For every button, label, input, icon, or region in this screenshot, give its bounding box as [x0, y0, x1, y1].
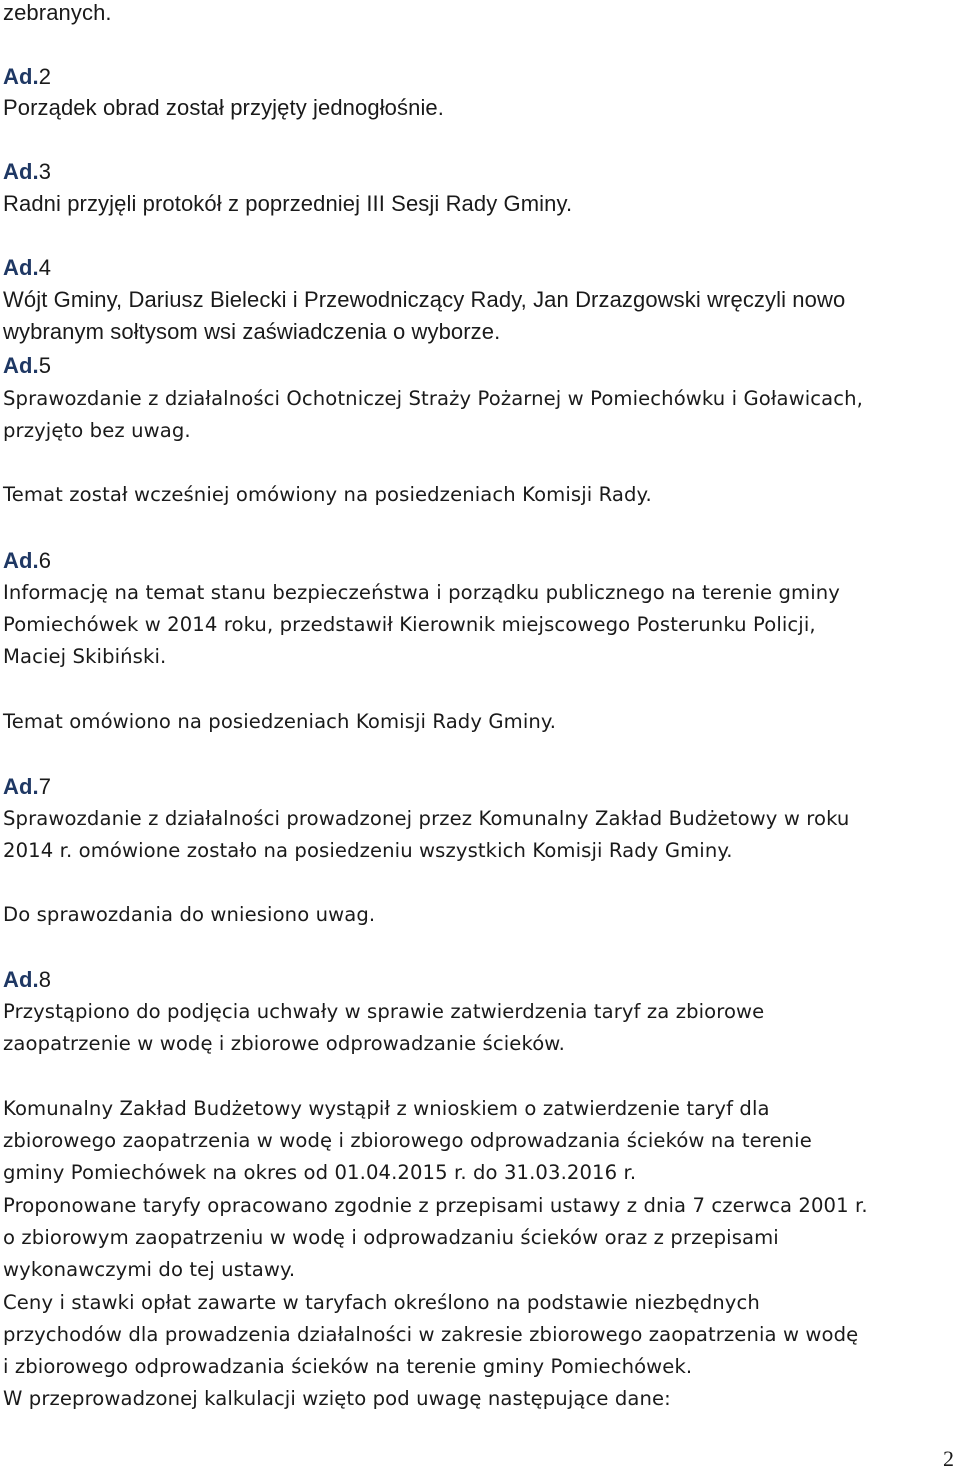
paragraph-line: wybranym sołtysom wsi zaświadczenia o wyborze.: [3, 319, 501, 344]
section-heading: [3, 771, 51, 803]
paragraph-line: W przeprowadzonej kalkulacji wzięto pod uwagę następujące dane:: [3, 1387, 671, 1410]
section-heading: [3, 252, 51, 284]
section-heading-prefix: Ad.: [3, 774, 39, 799]
section-heading: [3, 156, 51, 188]
section-heading-prefix: Ad.: [3, 255, 39, 280]
paragraph-line: wykonawczymi do tej ustawy.: [3, 1258, 296, 1281]
paragraph-line: gminy Pomiechówek na okres od 01.04.2015 r. do 31.03.2016 r.: [3, 1161, 637, 1184]
paragraph-line: zebranych.: [3, 0, 112, 25]
section-heading-prefix: Ad.: [3, 548, 39, 573]
paragraph-line: Ceny i stawki opłat zawarte w taryfach określono na podstawie niezbędnych: [3, 1291, 760, 1314]
paragraph-line: 2014 r. omówione zostało na posiedzeniu wszystkich Komisji Rady Gminy.: [3, 839, 733, 862]
paragraph-line: Sprawozdanie z działalności Ochotniczej Straży Pożarnej w Pomiechówku i Goławicach,: [3, 387, 863, 410]
paragraph-line: Maciej Skibiński.: [3, 645, 167, 668]
section-heading-number: 8: [38, 967, 52, 992]
section-heading-number: 2: [38, 64, 52, 89]
paragraph-line: Sprawozdanie z działalności prowadzonej przez Komunalny Zakład Budżetowy w roku: [3, 807, 850, 830]
section-heading: [3, 964, 51, 996]
paragraph-line: Radni przyjęli protokół z poprzedniej III Sesji Rady Gminy.: [3, 191, 573, 216]
section-heading-number: 6: [38, 548, 52, 573]
section-heading: [3, 545, 51, 577]
section-heading-number: 7: [38, 774, 52, 799]
paragraph-line: Porządek obrad został przyjęty jednogłośnie.: [3, 95, 444, 120]
section-heading-prefix: Ad.: [3, 159, 39, 184]
paragraph-line: Proponowane taryfy opracowano zgodnie z przepisami ustawy z dnia 7 czerwca 2001 r.: [3, 1194, 868, 1217]
paragraph-line: Komunalny Zakład Budżetowy wystąpił z wnioskiem o zatwierdzenie taryf dla: [3, 1097, 770, 1120]
section-heading-number: 3: [38, 159, 52, 184]
paragraph-line: Temat został wcześniej omówiony na posiedzeniach Komisji Rady.: [3, 483, 652, 506]
paragraph-line: Pomiechówek w 2014 roku, przedstawił Kierownik miejscowego Posterunku Policji,: [3, 613, 816, 636]
paragraph-line: Przystąpiono do podjęcia uchwały w sprawie zatwierdzenia taryf za zbiorowe: [3, 1000, 765, 1023]
paragraph-line: i zbiorowego odprowadzania ścieków na terenie gminy Pomiechówek.: [3, 1355, 693, 1378]
page-number: 2: [943, 1446, 954, 1471]
paragraph-line: zaopatrzenie w wodę i zbiorowe odprowadzanie ścieków.: [3, 1032, 565, 1055]
paragraph-line: Wójt Gminy, Dariusz Bielecki i Przewodniczący Rady, Jan Drzazgowski wręczyli nowo: [3, 287, 846, 312]
section-heading-prefix: Ad.: [3, 353, 39, 378]
paragraph-line: Do sprawozdania do wniesiono uwag.: [3, 903, 376, 926]
paragraph-line: zbiorowego zaopatrzenia w wodę i zbiorowego odprowadzania ścieków na terenie: [3, 1129, 812, 1152]
section-heading-number: 4: [38, 255, 52, 280]
paragraph-line: przyjęto bez uwag.: [3, 419, 191, 442]
paragraph-line: przychodów dla prowadzenia działalności w zakresie zbiorowego zaopatrzenia w wodę: [3, 1323, 859, 1346]
section-heading: [3, 350, 51, 382]
section-heading-prefix: Ad.: [3, 967, 39, 992]
paragraph-line: Informację na temat stanu bezpieczeństwa i porządku publicznego na terenie gminy: [3, 581, 840, 604]
section-heading: [3, 61, 51, 93]
section-heading-prefix: Ad.: [3, 64, 39, 89]
paragraph-line: Temat omówiono na posiedzeniach Komisji Rady Gminy.: [3, 710, 557, 733]
section-heading-number: 5: [38, 353, 52, 378]
paragraph-line: o zbiorowym zaopatrzeniu w wodę i odprowadzaniu ścieków oraz z przepisami: [3, 1226, 779, 1249]
